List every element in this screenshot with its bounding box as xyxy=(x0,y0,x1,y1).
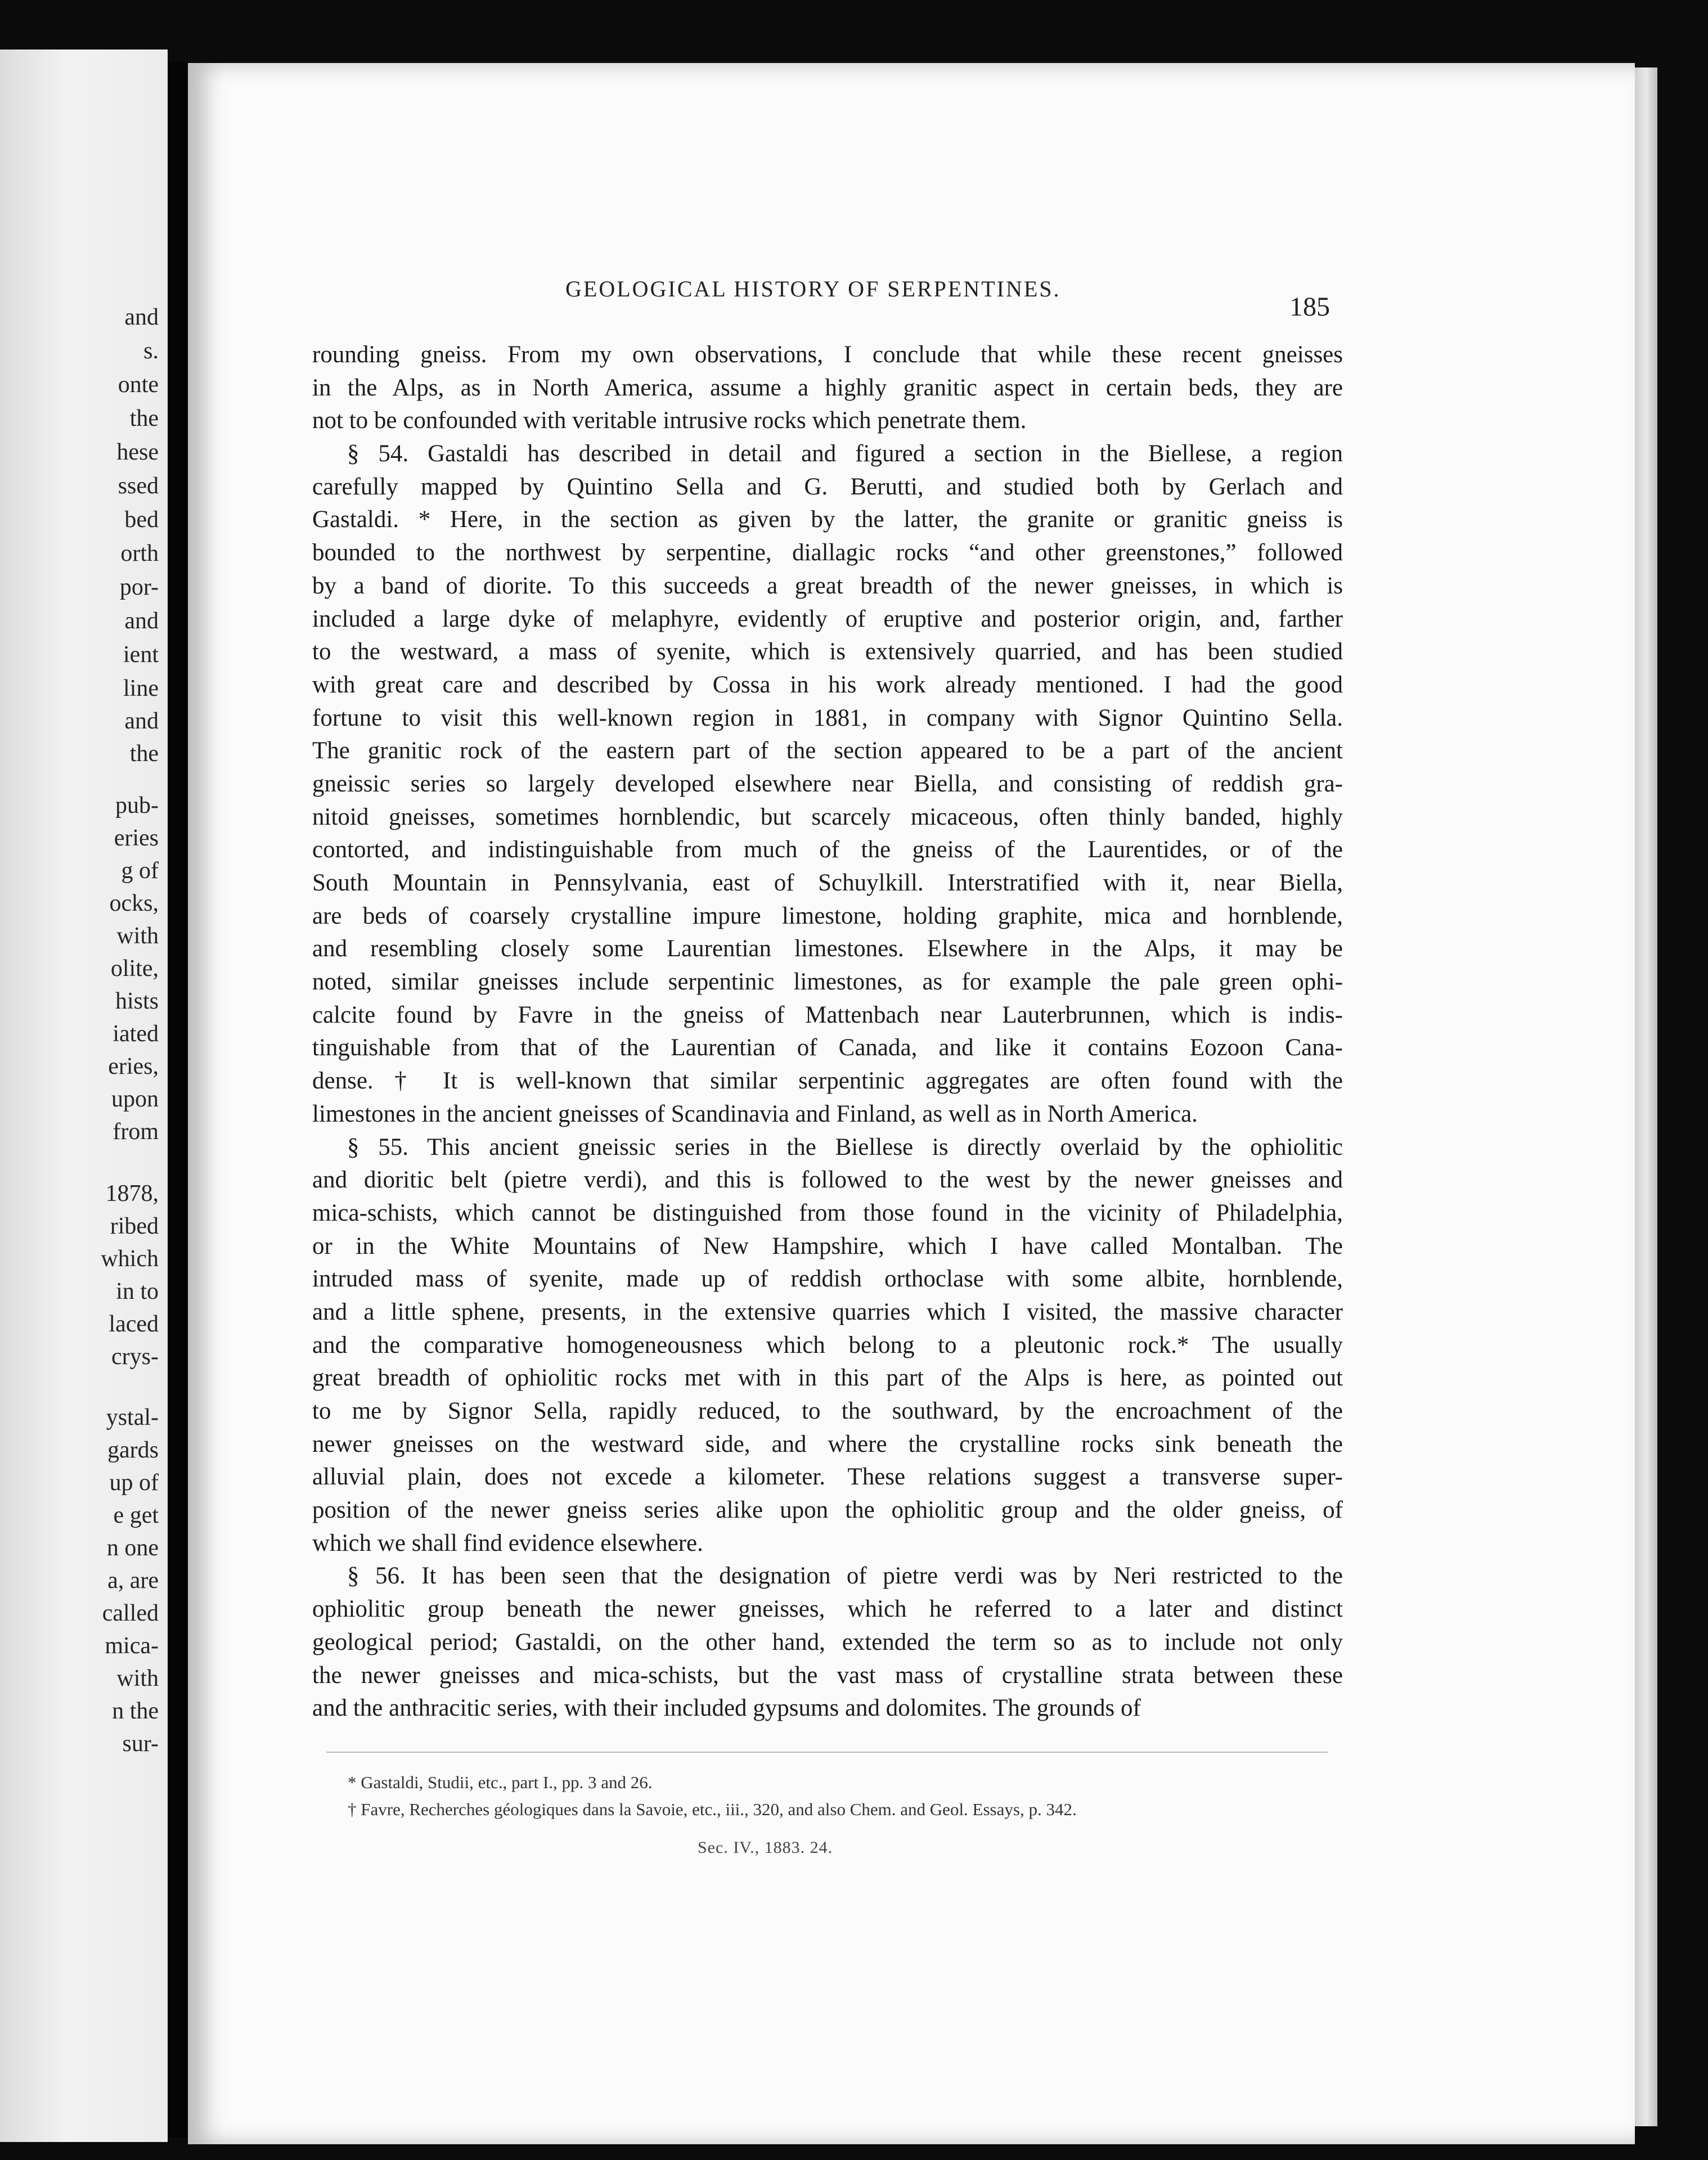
left-page-fragment: olite, xyxy=(110,956,159,982)
left-page-fragment: called xyxy=(102,1600,159,1626)
left-page-fragment: mica- xyxy=(105,1633,159,1659)
text-line: and dioritic belt (pietre verdi), and this is followed to the west by the newer gneisses and xyxy=(312,1167,1343,1194)
page-edge xyxy=(1635,68,1657,2126)
book-gutter xyxy=(168,62,188,2138)
text-line: gneissic series so largely developed elsewhere near Biella, and consisting of reddish gra- xyxy=(312,770,1343,797)
left-page-fragment: gards xyxy=(107,1437,159,1463)
page-number: 185 xyxy=(1289,292,1330,322)
text-line: newer gneisses on the westward side, and where the crystalline rocks sink beneath the xyxy=(312,1430,1343,1457)
footnotes xyxy=(348,1769,1338,1823)
text-line: in the Alps, as in North America, assume a highly granitic aspect in certain beds, they are xyxy=(312,374,1343,401)
text-line: carefully mapped by Quintino Sella and G. Berutti, and studied both by Gerlach and xyxy=(312,473,1343,500)
left-page-fragment: the xyxy=(129,406,159,431)
left-page-fragment: onte xyxy=(118,372,159,398)
footnote-gastaldi: * Gastaldi, Studii, etc., part I., pp. 3 and 26. xyxy=(348,1772,653,1792)
left-page-fragment: ribed xyxy=(110,1213,159,1239)
text-line: fortune to visit this well-known region in 1881, in company with Signor Quintino Sella. xyxy=(312,704,1343,731)
text-line: with great care and described by Cossa in his work already mentioned. I had the good xyxy=(312,671,1343,698)
left-page-fragment: orth xyxy=(120,541,159,566)
left-page-fragment: with xyxy=(116,923,159,949)
left-page-fragment: eries xyxy=(114,825,159,851)
left-page-fragment: 1878, xyxy=(105,1181,159,1207)
left-page-fragment: ystal- xyxy=(106,1405,159,1430)
text-line: which we shall find evidence elsewhere. xyxy=(312,1529,703,1556)
text-line: South Mountain in Pennsylvania, east of Schuylkill. Interstratified with it, near Biella, xyxy=(312,870,1343,896)
running-header: GEOLOGICAL HISTORY OF SERPENTINES. xyxy=(565,276,1061,302)
left-page-fragment: up of xyxy=(109,1470,159,1496)
text-line: Gastaldi. * Here, in the section as given by the latter, the granite or granitic gneiss is xyxy=(312,506,1343,533)
left-page-fragment: which xyxy=(101,1246,159,1272)
left-page-fragment: ocks, xyxy=(109,890,159,916)
left-page-fragment: sur- xyxy=(122,1731,159,1757)
left-page-fragment: n one xyxy=(106,1535,159,1561)
left-page-fragment: ient xyxy=(123,642,159,668)
left-page-fragment: and xyxy=(124,608,159,634)
text-line: not to be confounded with veritable intrusive rocks which penetrate them. xyxy=(312,407,1027,434)
left-page-fragment: ssed xyxy=(118,473,159,499)
text-line: position of the newer gneiss series alike upon the ophiolitic group and the older gneiss, of xyxy=(312,1497,1343,1524)
left-page-fragment: hists xyxy=(115,988,159,1014)
left-page-fragment: s. xyxy=(143,338,159,364)
text-line: geological period; Gastaldi, on the other hand, extended the term so as to include not only xyxy=(312,1628,1343,1655)
text-line: contorted, and indistinguishable from much of the gneiss of the Laurentides, or of the xyxy=(312,836,1343,863)
text-line: mica-schists, which cannot be distinguished from those found in the vicinity of Philadelphia, xyxy=(312,1199,1343,1226)
text-line: nitoid gneisses, sometimes hornblendic, but scarcely micaceous, often thinly banded, highly xyxy=(312,803,1343,830)
text-line: bounded to the northwest by serpentine, diallagic rocks “and other greenstones,” followed xyxy=(312,539,1343,566)
text-line: limestones in the ancient gneisses of Scandinavia and Finland, as well as in North America. xyxy=(312,1100,1198,1127)
text-line: § 54. Gastaldi has described in detail and figured a section in the Biellese, a region xyxy=(347,440,1343,467)
left-page-fragment: pub- xyxy=(115,793,159,818)
left-page-fragment: line xyxy=(123,676,159,701)
text-line: the newer gneisses and mica-schists, but the vast mass of crystalline strata between these xyxy=(312,1662,1343,1689)
text-line: The granitic rock of the eastern part of the section appeared to be a part of the ancient xyxy=(312,737,1343,764)
left-page-fragment: eries, xyxy=(108,1054,159,1079)
text-line: or in the White Mountains of New Hampshire, which I have called Montalban. The xyxy=(312,1232,1343,1259)
left-page-fragment: laced xyxy=(109,1311,159,1337)
left-page-fragment: upon xyxy=(111,1086,159,1112)
left-page-fragment: in to xyxy=(116,1279,159,1304)
left-page-fragment: por- xyxy=(119,574,159,600)
left-page-fragment: n the xyxy=(112,1698,159,1724)
left-page-fragment: the xyxy=(129,741,159,767)
left-facing-page xyxy=(0,50,168,2142)
text-line: and the comparative homogeneousness which belong to a pleutonic rock.* The usually xyxy=(312,1331,1343,1358)
left-page-fragment: hese xyxy=(116,439,159,465)
text-line: to the westward, a mass of syenite, which is extensively quarried, and has been studied xyxy=(312,638,1343,665)
left-page-fragment: and xyxy=(124,304,159,330)
text-line: intruded mass of syenite, made up of reddish orthoclase with some albite, hornblende, xyxy=(312,1266,1343,1293)
text-line: noted, similar gneisses include serpentinic limestones, as for example the pale green ophi- xyxy=(312,969,1343,996)
left-page-fragment: with xyxy=(116,1666,159,1691)
text-line: calcite found by Favre in the gneiss of Mattenbach near Lauterbrunnen, which is indis- xyxy=(312,1001,1343,1028)
text-line: ophiolitic group beneath the newer gneisses, which he referred to a later and distinct xyxy=(312,1596,1343,1623)
left-page-fragment: crys- xyxy=(111,1344,159,1370)
left-page-fragment: g of xyxy=(121,858,159,884)
left-page-fragment: e get xyxy=(113,1502,159,1528)
text-line: tinguishable from that of the Laurentian of Canada, and like it contains Eozoon Cana- xyxy=(312,1034,1343,1061)
left-page-fragment: iated xyxy=(113,1021,159,1047)
text-line: by a band of diorite. To this succeeds a great breadth of the newer gneisses, in which is xyxy=(312,572,1343,599)
left-page-fragment: bed xyxy=(124,507,159,533)
left-page-fragment: from xyxy=(113,1119,159,1145)
text-line: are beds of coarsely crystalline impure limestone, holding graphite, mica and hornblende, xyxy=(312,902,1343,929)
text-line: and resembling closely some Laurentian limestones. Elsewhere in the Alps, it may be xyxy=(312,935,1343,962)
left-page-fragment: and xyxy=(124,708,159,734)
text-line: to me by Signor Sella, rapidly reduced, to the southward, by the encroachment of the xyxy=(312,1398,1343,1424)
text-line: § 55. This ancient gneissic series in the Biellese is directly overlaid by the ophiolitic xyxy=(347,1133,1343,1160)
text-line: and the anthracitic series, with their included gypsums and dolomites. The grounds of xyxy=(312,1695,1141,1722)
left-page-fragment: a, are xyxy=(107,1568,159,1594)
body-text xyxy=(312,339,1343,1725)
text-line: included a large dyke of melaphyre, evidently of eruptive and posterior origin, and, farther xyxy=(312,605,1343,632)
footnote-favre: † Favre, Recherches géologiques dans la Savoie, etc., iii., 320, and also Chem. and Geol. Essays, p. 342. xyxy=(348,1799,1077,1819)
footnote-rule xyxy=(326,1752,1328,1753)
text-line: great breadth of ophiolitic rocks met with in this part of the Alps is here, as pointed out xyxy=(312,1365,1343,1392)
text-line: dense. † It is well-known that similar serpentinic aggregates are often found with the xyxy=(312,1068,1343,1095)
text-line: rounding gneiss. From my own observations, I conclude that while these recent gneisses xyxy=(312,341,1343,368)
signature-mark: Sec. IV., 1883. 24. xyxy=(698,1838,833,1857)
text-line: and a little sphene, presents, in the extensive quarries which I visited, the massive character xyxy=(312,1298,1343,1325)
text-line: alluvial plain, does not excede a kilometer. These relations suggest a transverse super- xyxy=(312,1464,1343,1491)
text-line: § 56. It has been seen that the designation of pietre verdi was by Neri restricted to the xyxy=(347,1563,1343,1590)
